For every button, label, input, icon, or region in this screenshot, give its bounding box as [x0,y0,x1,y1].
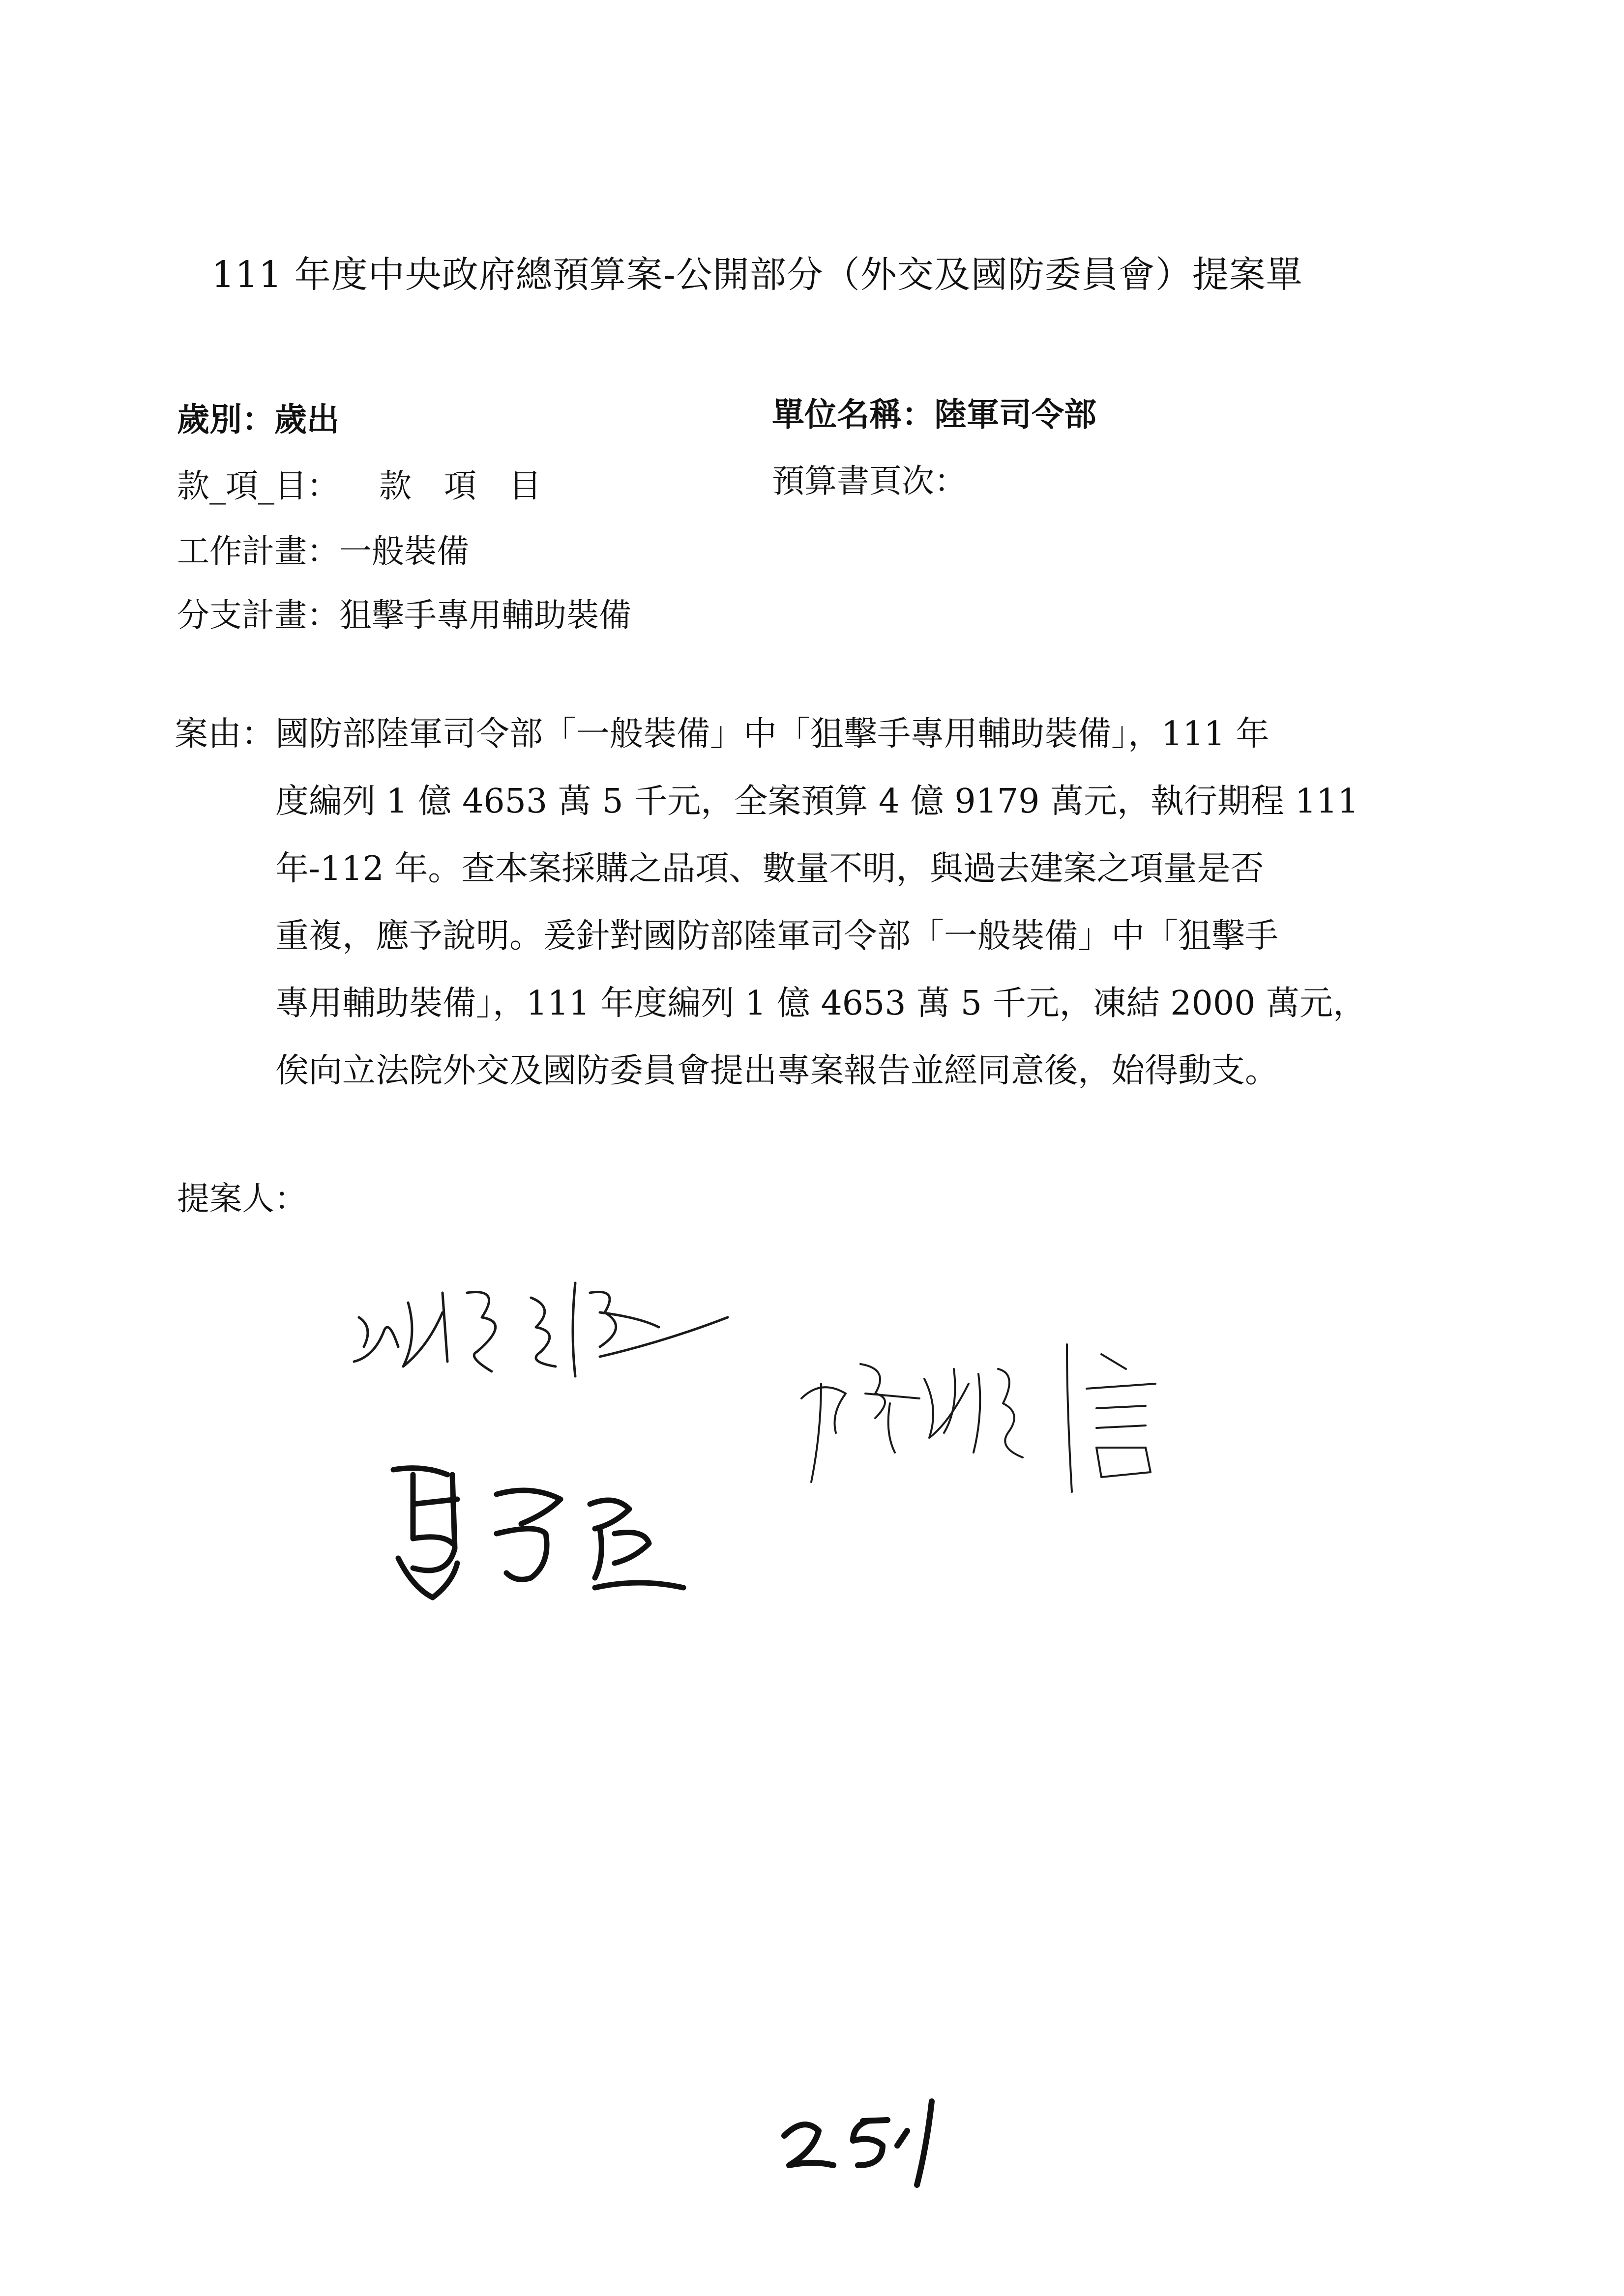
sub-plan-field [177,589,631,636]
handwritten-page-number [774,2092,961,2190]
reason-line: 俟向立法院外交及國防委員會提出專案報告並經同意後，始得動支。 [275,1051,1279,1090]
item-field [177,460,541,506]
sub-plan-label: 分支計畫： [177,596,339,634]
category-value: 歲出 [274,400,339,438]
category-field [177,393,339,440]
work-plan-label: 工作計畫： [177,532,339,570]
reason-line: 國防部陸軍司令部「一般裝備」中「狙擊手專用輔助裝備」，111 年 [275,715,1270,754]
category-label: 歲別： [177,400,274,438]
signature-3 [384,1455,703,1622]
reason-label: 案由： [175,715,275,754]
reason-line: 重複，應予說明。爰針對國防部陸軍司令部「一般裝備」中「狙擊手 [275,917,1279,956]
work-plan-value: 一般裝備 [339,532,469,570]
budget-page-field [772,455,967,501]
signature-2 [792,1335,1234,1497]
proposer-label: 提案人： [177,1180,307,1218]
reason-body [275,700,1428,1104]
item-value: 款 項 目 [379,467,541,505]
work-plan-field [177,525,469,572]
reason-line: 度編列 1 億 4653 萬 5 千元，全案預算 4 億 9179 萬元，執行期程 111 [275,782,1359,821]
budget-page-label: 預算書頁次： [772,462,967,500]
item-label: 款_項_目： [177,467,339,505]
sub-plan-value: 狙擊手專用輔助裝備 [339,596,631,634]
unit-value: 陸軍司令部 [934,395,1096,434]
signature-1 [344,1258,738,1401]
unit-field [772,388,1096,435]
unit-label: 單位名稱： [772,395,934,434]
reason-line: 專用輔助裝備」，111 年度編列 1 億 4653 萬 5 千元，凍結 2000 萬元， [275,984,1366,1023]
document-title: 111 年度中央政府總預算案-公開部分（外交及國防委員會）提案單 [211,254,1303,296]
reason-line: 年-112 年。查本案採購之品項、數量不明，與過去建案之項量是否 [275,849,1264,888]
